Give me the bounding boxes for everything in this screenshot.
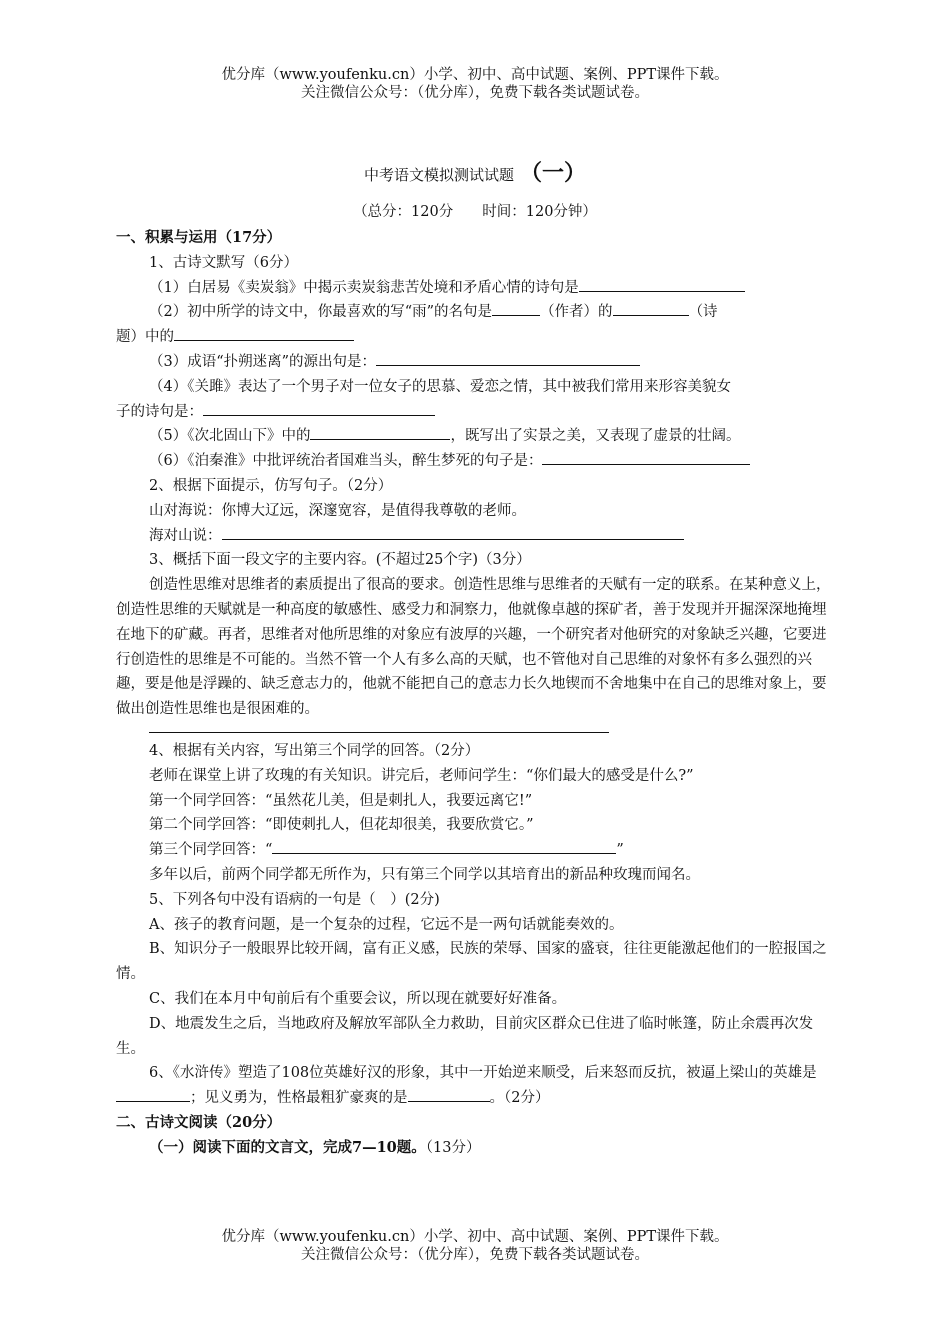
section-2-heading: 二、古诗文阅读（20分） bbox=[116, 1113, 282, 1131]
page-footer bbox=[0, 1228, 950, 1264]
q1-item-6: （6）《泊秦淮》中批评统治者国难当头，醉生梦死的句子是： bbox=[116, 449, 834, 474]
answer-blank[interactable] bbox=[408, 1086, 490, 1102]
answer-blank[interactable] bbox=[222, 524, 684, 540]
q4-line-5: 多年以后，前两个同学都无所作为，只有第三个同学以其培育出的新品种玫瑰而闻名。 bbox=[149, 866, 700, 883]
exam-title-number: （一） bbox=[520, 160, 587, 186]
q4-line-2: 第一个同学回答：“虽然花儿美，但是刺扎人，我要远离它!” bbox=[149, 792, 533, 809]
q1-item-4-cont: 子的诗句是： bbox=[116, 400, 834, 425]
header-line-2: 关注微信公众号：（优分库），免费下载各类试题试卷。 bbox=[301, 85, 649, 101]
q1-item-1: （1）白居易《卖炭翁》中揭示卖炭翁悲苦处境和矛盾心情的诗句是 bbox=[116, 276, 834, 301]
q1-item-5: （5）《次北固山下》中的 ，既写出了实景之美，又表现了虚景的壮阔。 bbox=[116, 424, 834, 449]
answer-blank[interactable] bbox=[579, 276, 745, 292]
answer-blank[interactable] bbox=[310, 424, 450, 440]
q5-stem: 5、下列各句中没有语病的一句是（ ）(2分) bbox=[149, 891, 440, 908]
q4-line-3: 第二个同学回答：“即使刺扎人，但花却很美，我要欣赏它。” bbox=[149, 817, 534, 834]
q4-line-1: 老师在课堂上讲了玫瑰的有关知识。讲完后，老师问学生：“你们最大的感受是什么?” bbox=[149, 767, 694, 784]
page-header bbox=[0, 66, 950, 102]
section-1-heading: 一、积累与运用（17分） bbox=[116, 229, 282, 246]
footer-line-2: 关注微信公众号：（优分库），免费下载各类试题试卷。 bbox=[301, 1247, 649, 1263]
answer-blank[interactable] bbox=[272, 838, 616, 854]
exam-title bbox=[0, 160, 950, 188]
answer-blank[interactable] bbox=[492, 300, 540, 316]
q1-item-4: （4）《关雎》表达了一个男子对一位女子的思慕、爱恋之情，其中被我们常用来形容美貌女 bbox=[149, 378, 731, 395]
q1-stem: 1、古诗文默写（6分） bbox=[149, 254, 298, 271]
exam-title-main: 中考语文模拟测试试题 bbox=[363, 166, 514, 184]
answer-blank[interactable] bbox=[542, 449, 750, 465]
answer-blank[interactable] bbox=[203, 400, 435, 416]
q4-line-4: 第三个同学回答：“ ” bbox=[116, 838, 834, 863]
q3-passage: 创造性思维对思维者的素质提出了很高的要求。创造性思维与思维者的天赋有一定的联系。在某种意义上，创造性思维的天赋就是一种高度的敏感性、感受力和洞察力，他就像卓越的探矿者，善于发现并开掘深深地掩埋在地下的矿藏。再者，思维者对他所思维的对象应有波厚的兴趣，一个研究者对他研究的对象缺乏兴趣，它要进行创造性的思维是不可能的。当然不管一个人有多么高的天赋，也不管他对自己思维的对象怀有多么强烈的兴趣，要是他是浮躁的、缺乏意志力的，他就不能把自己的意志力长久地锲而不舍地集中在自己的思维对象上，要做出创造性思维也是很困难的。 bbox=[116, 577, 831, 718]
q1-item-3: （3）成语“扑朔迷离”的源出句是： bbox=[116, 350, 834, 375]
q5-option-b[interactable]: B、知识分子一般眼界比较开阔，富有正义感，民族的荣辱、国家的盛衰，往往更能激起他们的一腔报国之情。 bbox=[116, 941, 827, 983]
exam-body bbox=[116, 226, 834, 1160]
answer-blank[interactable] bbox=[613, 300, 689, 316]
exam-meta: （总分：120分 时间：120分钟） bbox=[353, 204, 597, 220]
q1-item-2-cont: 题）中的 bbox=[116, 325, 834, 350]
q6-text: 6、《水浒传》塑造了108位英雄好汉的形象，其中一开始逆来顺受，后来怒而反抗，被逼上梁山的英雄是；见义勇为，性格最粗犷豪爽的是 。（2分） bbox=[116, 1061, 834, 1111]
q4-stem: 4、根据有关内容，写出第三个同学的回答。（2分） bbox=[149, 742, 480, 759]
footer-line-1: 优分库（www.youfenku.cn）小学、初中、高中试题、案例、PPT课件下载。 bbox=[221, 1229, 729, 1245]
q1-item-2: （2）初中所学的诗文中，你最喜欢的写“雨”的名句是 （作者）的 （诗 bbox=[116, 300, 834, 325]
q5-option-c[interactable]: C、我们在本月中旬前后有个重要会议，所以现在就要好好准备。 bbox=[149, 990, 567, 1007]
answer-blank[interactable] bbox=[376, 350, 640, 366]
section-2-sub-1: （一）阅读下面的文言文，完成7—10题。（13分） bbox=[149, 1138, 481, 1156]
q2-example: 山对海说：你博大辽远，深邃宽容，是值得我尊敬的老师。 bbox=[149, 502, 526, 519]
header-line-1: 优分库（www.youfenku.cn）小学、初中、高中试题、案例、PPT课件下载。 bbox=[221, 67, 729, 83]
q5-option-d[interactable]: D、地震发生之后，当地政府及解放军部队全力救助，目前灾区群众已住进了临时帐篷，防止余震再次发生。 bbox=[116, 1015, 814, 1057]
q5-option-a[interactable]: A、孩子的教育问题，是一个复杂的过程，它远不是一两句话就能奏效的。 bbox=[149, 916, 624, 933]
q3-answer-line[interactable] bbox=[149, 732, 609, 733]
q2-prompt: 海对山说： bbox=[116, 524, 834, 549]
answer-blank[interactable] bbox=[116, 1086, 190, 1102]
q2-stem: 2、根据下面提示，仿写句子。（2分） bbox=[149, 477, 393, 494]
answer-blank[interactable] bbox=[174, 325, 354, 341]
q3-stem: 3、概括下面一段文字的主要内容。(不超过25个字)（3分） bbox=[149, 552, 531, 569]
